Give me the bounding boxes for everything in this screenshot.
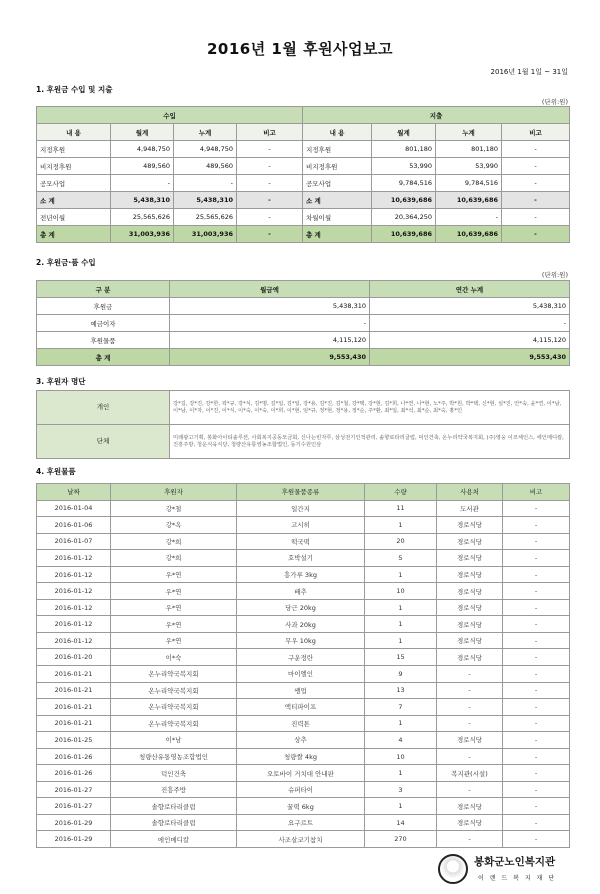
section4-heading: 4. 후원물품 <box>36 467 76 476</box>
donor-cell: 온누리약국복지회 <box>111 666 237 683</box>
amount-cell: 4,115,120 <box>370 332 570 349</box>
donor-cell: 솔향로타리클럽 <box>111 798 237 815</box>
quantity-cell: 1 <box>365 765 437 782</box>
amount-cell: - <box>170 315 370 332</box>
date-cell: 2016-01-07 <box>37 533 111 550</box>
date-cell: 2016-01-12 <box>37 599 111 616</box>
amount-cell: 489,560 <box>174 158 237 175</box>
row-label: 소 계 <box>303 192 372 209</box>
item-cell: 진력톤 <box>237 715 365 732</box>
donor-names-individual: 강*길, 강*진, 강*한, 곽*규, 강*식, 김*명, 김*일, 김*일, 강*용, 김*진, 김*철, 강*택, 강*현, 김*희, 나*연, 나*현, 노*주, 박*원, 박*택, 신*현, 심*진, 안*숙, 윤*연, 이*남, 이*남, 이*자, 이*진, 이*식, 이*숙, 이*숙, 이*희, 이*현, 임*규, 정*현, 정*용, 정*순, 주*환, 최*일, 최*석, 최*순, 최*숙, 홍*인 <box>170 391 570 425</box>
amount-cell: 31,003,936 <box>174 226 237 243</box>
item-cell: 사조살코기참치 <box>237 831 365 848</box>
date-cell: 2016-01-20 <box>37 649 111 666</box>
usage-cell: 경로식당 <box>437 533 503 550</box>
col-header: 비고 <box>502 124 570 141</box>
quantity-cell: 5 <box>365 550 437 567</box>
usage-cell: 도서관 <box>437 500 503 517</box>
date-cell: 2016-01-29 <box>37 831 111 848</box>
date-cell: 2016-01-27 <box>37 798 111 815</box>
amount-cell: - <box>237 158 303 175</box>
amount-cell: 25,565,626 <box>174 209 237 226</box>
amount-cell: 20,364,250 <box>372 209 436 226</box>
quantity-cell: 1 <box>365 715 437 732</box>
row-label: 전년이월 <box>37 209 111 226</box>
item-cell: 고시히 <box>237 517 365 534</box>
donor-cell: 에인메디칼 <box>111 831 237 848</box>
col-header: 비고 <box>503 484 570 501</box>
donor-cell: 온누리약국복지회 <box>111 682 237 699</box>
donor-cell: 진흥주방 <box>111 781 237 798</box>
donated-goods-table <box>36 483 570 848</box>
table-row <box>37 798 570 815</box>
amount-cell: 4,948,750 <box>174 141 237 158</box>
donor-cell: 온누리약국복지회 <box>111 715 237 732</box>
col-header: 후원물품종류 <box>237 484 365 501</box>
row-label: 차월이월 <box>303 209 372 226</box>
donor-cell: 우*연 <box>111 583 237 600</box>
note-cell: - <box>503 765 570 782</box>
item-cell: 액티파이프 <box>237 699 365 716</box>
row-label: 공모사업 <box>303 175 372 192</box>
item-cell: 호박설기 <box>237 550 365 567</box>
note-cell: - <box>503 682 570 699</box>
seal-icon <box>438 854 468 884</box>
quantity-cell: 1 <box>365 517 437 534</box>
quantity-cell: 10 <box>365 583 437 600</box>
usage-cell: - <box>437 748 503 765</box>
amount-cell: - <box>111 175 174 192</box>
amount-cell: 10,639,686 <box>372 192 436 209</box>
amount-cell: 489,560 <box>111 158 174 175</box>
item-cell: 배추 <box>237 583 365 600</box>
note-cell: - <box>503 599 570 616</box>
note-cell: - <box>503 748 570 765</box>
amount-cell: 5,438,310 <box>111 192 174 209</box>
row-label: 공모사업 <box>37 175 111 192</box>
logo-name: 봉화군노인복지관 <box>474 856 556 868</box>
table-row <box>37 349 570 366</box>
table-row <box>37 533 570 550</box>
row-label: 비지정후원 <box>37 158 111 175</box>
item-cell: 슈퍼타이 <box>237 781 365 798</box>
usage-cell: 경로식당 <box>437 814 503 831</box>
section1-heading: 1. 후원금 수입 및 지출 <box>36 85 113 94</box>
col-header: 월계 <box>111 124 174 141</box>
amount-cell: - <box>237 175 303 192</box>
item-cell: 마이엘인 <box>237 666 365 683</box>
item-cell: 쌩업 <box>237 682 365 699</box>
note-cell: - <box>503 566 570 583</box>
date-cell: 2016-01-12 <box>37 616 111 633</box>
donor-cell: 우*연 <box>111 616 237 633</box>
amount-cell: - <box>502 141 570 158</box>
usage-cell: 경로식당 <box>437 599 503 616</box>
donor-cell: 강*희 <box>111 550 237 567</box>
col-header: 누계 <box>436 124 502 141</box>
table-row <box>37 831 570 848</box>
report-period: 2016년 1월 1일 ~ 31일 <box>490 68 568 76</box>
col-header: 수량 <box>365 484 437 501</box>
usage-cell: - <box>437 781 503 798</box>
usage-cell: 경로식당 <box>437 632 503 649</box>
item-cell: 구운정란 <box>237 649 365 666</box>
table-row <box>37 649 570 666</box>
amount-cell: 25,565,626 <box>111 209 174 226</box>
date-cell: 2016-01-06 <box>37 517 111 534</box>
usage-cell: - <box>437 682 503 699</box>
row-label: 총 계 <box>37 349 170 366</box>
note-cell: - <box>503 798 570 815</box>
table-row <box>37 599 570 616</box>
income-header: 수입 <box>37 107 303 124</box>
col-header: 연간 누계 <box>370 281 570 298</box>
donation-income-table <box>36 280 570 366</box>
quantity-cell: 14 <box>365 814 437 831</box>
quantity-cell: 4 <box>365 732 437 749</box>
donor-names-group: 미래광고기획, 봉화아이티솔루션, 사회복지공동모금회, 신나는빈자루, 삼성전기인적관리, 솔향로타리클럽, 덕인건축, 온누리약국복지회, (주)영웅 이코체인스, 에인메디칼, 진흥주방, 청운식육식당, 청량산유통영농조합법인, 동기수원인삼 <box>170 425 570 459</box>
note-cell: - <box>503 831 570 848</box>
donor-type-group: 단체 <box>37 425 170 459</box>
table-row <box>37 158 570 175</box>
item-cell: 꿀떡 6kg <box>237 798 365 815</box>
date-cell: 2016-01-29 <box>37 814 111 831</box>
table-row <box>37 616 570 633</box>
amount-cell: - <box>237 209 303 226</box>
amount-cell: 5,438,310 <box>170 298 370 315</box>
table-row <box>37 566 570 583</box>
table-row <box>37 517 570 534</box>
usage-cell: 경로식당 <box>437 616 503 633</box>
table-row <box>37 682 570 699</box>
table-row <box>37 141 570 158</box>
quantity-cell: 7 <box>365 699 437 716</box>
table-row <box>37 765 570 782</box>
note-cell: - <box>503 699 570 716</box>
date-cell: 2016-01-12 <box>37 550 111 567</box>
donor-cell: 강*철 <box>111 500 237 517</box>
row-label: 소 계 <box>37 192 111 209</box>
col-header: 누계 <box>174 124 237 141</box>
note-cell: - <box>503 517 570 534</box>
quantity-cell: 20 <box>365 533 437 550</box>
amount-cell: 9,784,516 <box>436 175 502 192</box>
quantity-cell: 1 <box>365 798 437 815</box>
logo-subtitle: 이 랜 드 복 지 재 단 <box>478 875 557 882</box>
quantity-cell: 15 <box>365 649 437 666</box>
row-label: 비지정후원 <box>303 158 372 175</box>
table-row <box>37 192 570 209</box>
donor-cell: 강*희 <box>111 533 237 550</box>
note-cell: - <box>503 500 570 517</box>
usage-cell: - <box>437 666 503 683</box>
amount-cell: - <box>436 209 502 226</box>
amount-cell: 5,438,310 <box>174 192 237 209</box>
date-cell: 2016-01-04 <box>37 500 111 517</box>
table-row <box>37 583 570 600</box>
table-row <box>37 226 570 243</box>
usage-cell: 경로식당 <box>437 517 503 534</box>
table-row <box>37 500 570 517</box>
table-row <box>37 781 570 798</box>
amount-cell: - <box>174 175 237 192</box>
item-cell: 일간지 <box>237 500 365 517</box>
table-row <box>37 550 570 567</box>
donor-cell: 솔향로타리클럽 <box>111 814 237 831</box>
note-cell: - <box>503 583 570 600</box>
quantity-cell: 270 <box>365 831 437 848</box>
table-row <box>37 732 570 749</box>
item-cell: 흥가루 3kg <box>237 566 365 583</box>
table-row <box>37 715 570 732</box>
col-header: 날짜 <box>37 484 111 501</box>
date-cell: 2016-01-26 <box>37 748 111 765</box>
section1-unit: (단위:원) <box>541 98 568 106</box>
donor-cell: 이*남 <box>111 732 237 749</box>
usage-cell: 경로식당 <box>437 732 503 749</box>
col-header: 내 용 <box>37 124 111 141</box>
table-row <box>37 298 570 315</box>
usage-cell: 복지관(시설) <box>437 765 503 782</box>
date-cell: 2016-01-21 <box>37 682 111 699</box>
date-cell: 2016-01-21 <box>37 699 111 716</box>
donor-cell: 청량산유통영농조합법인 <box>111 748 237 765</box>
donor-cell: 온누리약국복지회 <box>111 699 237 716</box>
usage-cell: 경로식당 <box>437 550 503 567</box>
amount-cell: 10,639,686 <box>436 226 502 243</box>
amount-cell: - <box>237 226 303 243</box>
income-expense-table <box>36 106 570 243</box>
amount-cell: 9,784,516 <box>372 175 436 192</box>
amount-cell: 53,990 <box>372 158 436 175</box>
row-label: 후원물품 <box>37 332 170 349</box>
quantity-cell: 10 <box>365 748 437 765</box>
amount-cell: 4,115,120 <box>170 332 370 349</box>
item-cell: 무우 10kg <box>237 632 365 649</box>
donor-type-individual: 개인 <box>37 391 170 425</box>
item-cell: 오토바이 거치대 안내판 <box>237 765 365 782</box>
amount-cell: 10,639,686 <box>436 192 502 209</box>
note-cell: - <box>503 814 570 831</box>
row-label: 총 계 <box>303 226 372 243</box>
quantity-cell: 1 <box>365 616 437 633</box>
quantity-cell: 1 <box>365 566 437 583</box>
note-cell: - <box>503 632 570 649</box>
note-cell: - <box>503 781 570 798</box>
section3-heading: 3. 후원자 명단 <box>36 377 86 386</box>
note-cell: - <box>503 616 570 633</box>
row-label: 총 계 <box>37 226 111 243</box>
amount-cell: 4,948,750 <box>111 141 174 158</box>
amount-cell: - <box>237 192 303 209</box>
report-title: 2016년 1월 후원사업보고 <box>206 40 394 58</box>
item-cell: 상추 <box>237 732 365 749</box>
quantity-cell: 3 <box>365 781 437 798</box>
table-row <box>37 315 570 332</box>
organization-logo <box>438 852 588 888</box>
item-cell: 떡국떡 <box>237 533 365 550</box>
usage-cell: 경로식당 <box>437 583 503 600</box>
amount-cell: - <box>502 158 570 175</box>
quantity-cell: 11 <box>365 500 437 517</box>
usage-cell: - <box>437 831 503 848</box>
item-cell: 청량쌀 4kg <box>237 748 365 765</box>
date-cell: 2016-01-12 <box>37 583 111 600</box>
date-cell: 2016-01-26 <box>37 765 111 782</box>
amount-cell: 801,180 <box>436 141 502 158</box>
amount-cell: - <box>502 209 570 226</box>
table-row <box>37 699 570 716</box>
col-header: 사용처 <box>437 484 503 501</box>
donor-cell: 강*옥 <box>111 517 237 534</box>
table-row <box>37 748 570 765</box>
amount-cell: 801,180 <box>372 141 436 158</box>
table-row <box>37 666 570 683</box>
amount-cell: 53,990 <box>436 158 502 175</box>
date-cell: 2016-01-21 <box>37 666 111 683</box>
table-row <box>37 332 570 349</box>
col-header: 구 분 <box>37 281 170 298</box>
donor-cell: 우*연 <box>111 566 237 583</box>
table-row <box>37 175 570 192</box>
col-header: 후원자 <box>111 484 237 501</box>
amount-cell: 5,438,310 <box>370 298 570 315</box>
section2-unit: (단위:원) <box>541 271 568 279</box>
quantity-cell: 9 <box>365 666 437 683</box>
section2-heading: 2. 후원금·품 수입 <box>36 258 96 267</box>
col-header: 월금액 <box>170 281 370 298</box>
item-cell: 당근 20kg <box>237 599 365 616</box>
date-cell: 2016-01-21 <box>37 715 111 732</box>
table-row <box>37 632 570 649</box>
quantity-cell: 1 <box>365 599 437 616</box>
table-row <box>37 209 570 226</box>
donor-list-table <box>36 390 570 459</box>
date-cell: 2016-01-27 <box>37 781 111 798</box>
row-label: 지정후원 <box>303 141 372 158</box>
donor-cell: 우*연 <box>111 599 237 616</box>
amount-cell: 31,003,936 <box>111 226 174 243</box>
item-cell: 요구르트 <box>237 814 365 831</box>
donor-cell: 덕인건축 <box>111 765 237 782</box>
quantity-cell: 1 <box>365 632 437 649</box>
date-cell: 2016-01-12 <box>37 632 111 649</box>
note-cell: - <box>503 649 570 666</box>
col-header: 비고 <box>237 124 303 141</box>
amount-cell: 9,553,430 <box>170 349 370 366</box>
row-label: 지정후원 <box>37 141 111 158</box>
usage-cell: - <box>437 699 503 716</box>
amount-cell: - <box>502 175 570 192</box>
usage-cell: 경로식당 <box>437 649 503 666</box>
table-row <box>37 814 570 831</box>
usage-cell: 경로식당 <box>437 566 503 583</box>
col-header: 내 용 <box>303 124 372 141</box>
date-cell: 2016-01-12 <box>37 566 111 583</box>
usage-cell: 경로식당 <box>437 798 503 815</box>
row-label: 후원금 <box>37 298 170 315</box>
amount-cell: - <box>237 141 303 158</box>
row-label: 예금이자 <box>37 315 170 332</box>
note-cell: - <box>503 715 570 732</box>
col-header: 월계 <box>372 124 436 141</box>
amount-cell: 9,553,430 <box>370 349 570 366</box>
note-cell: - <box>503 550 570 567</box>
date-cell: 2016-01-25 <box>37 732 111 749</box>
amount-cell: - <box>502 192 570 209</box>
usage-cell: - <box>437 715 503 732</box>
quantity-cell: 13 <box>365 682 437 699</box>
amount-cell: - <box>370 315 570 332</box>
amount-cell: 10,639,686 <box>372 226 436 243</box>
donor-cell: 이*숙 <box>111 649 237 666</box>
note-cell: - <box>503 732 570 749</box>
amount-cell: - <box>502 226 570 243</box>
donor-cell: 우*연 <box>111 632 237 649</box>
note-cell: - <box>503 666 570 683</box>
expense-header: 지출 <box>303 107 570 124</box>
item-cell: 사과 20kg <box>237 616 365 633</box>
note-cell: - <box>503 533 570 550</box>
